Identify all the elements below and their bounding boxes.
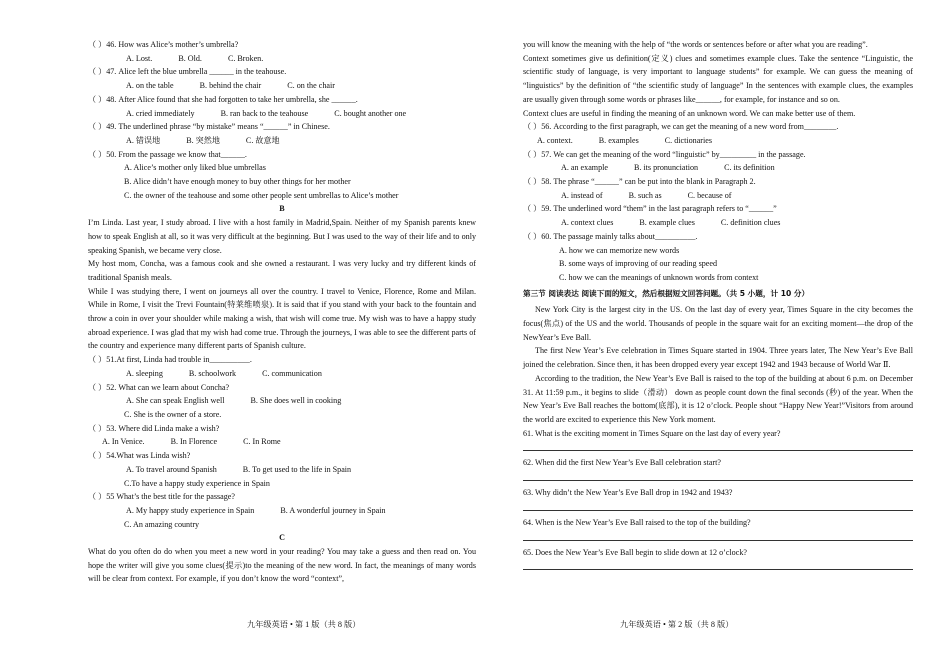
question-stem: （ ）48. After Alice found that she had forgotten to take her umbrella, she ______. [88, 94, 358, 104]
answer-option: A. She can speak English well [126, 396, 225, 406]
answer-option-line: C. the owner of the teahouse and some other people sent umbrellas to Alice’s mother [124, 190, 399, 200]
passage-paragraph: Context sometimes give us definition(定义) clues and sometimes example clues. Take the sentence “Linguistic, the scientific study of language, is very important to language students” for example. We can guess the meaning of “linguistics” by the definition of “the scientific study of language” In the sentences with example clues, the examples are usually given through some words or phrases like______, for example, for instance and so on. [523, 53, 913, 104]
answer-option: A. My happy study experience in Spain [126, 505, 255, 515]
section-letter: B [279, 204, 285, 214]
answer-option: B. Old. [178, 53, 202, 63]
passage-paragraph: My host mom, Concha, was a famous cook and she owned a restaurant. I was very lucky and try different kinds of traditional Spanish meals. [88, 259, 476, 282]
question-stem: （ ）54.What was Linda wish? [88, 451, 191, 461]
answer-option: C. because of [687, 190, 732, 200]
answer-line [523, 559, 913, 570]
answer-option: B. ran back to the teahouse [220, 108, 309, 118]
page-footer-1: 九年级英语 • 第 1 版（共 8 版） [247, 620, 361, 629]
answer-option: C. Broken. [227, 53, 264, 63]
answer-option: B. behind the chair [199, 81, 262, 91]
answer-question-text: 64. When is the New Year’s Eve Ball raised to the top of the building? [523, 517, 751, 527]
answer-option: A. To travel around Spanish [126, 464, 217, 474]
answer-options [523, 216, 913, 230]
passage-paragraph: The first New Year’s Eve celebration in Times Square started in 1904. Three years later, The New Year’s Eve Ball joined the celebration. Since then, it has been dropped every year except 1942 and 1943 because of World War Ⅱ. [523, 346, 913, 370]
answer-option: C. its definition [724, 163, 775, 173]
answer-option: B. examples [598, 135, 639, 145]
answer-question-text: 61. What is the exciting moment in Times Square on the last day of every year? [523, 428, 781, 438]
answer-options [88, 134, 476, 148]
answer-line [523, 470, 913, 481]
answer-line [523, 500, 913, 511]
answer-option: A. context. [537, 135, 573, 145]
question-stem: （ ）53. Where did Linda make a wish? [88, 423, 220, 433]
answer-option: A. sleeping [126, 368, 163, 378]
passage-paragraph: New York City is the largest city in the US. On the last day of every year, Times Square in the city becomes the focus(焦点) of the US and the world. Thousands of people in the square wait for an exciting moment—the drop of the NewYear’s Eve Ball. [523, 305, 913, 342]
answer-option: B. In Florence [170, 437, 218, 447]
question-stem: （ ）47. Alice left the blue umbrella ______ in the teahouse. [88, 67, 287, 77]
answer-option: B. A wonderful journey in Spain [280, 505, 386, 515]
question-stem: （ ）52. What can we learn about Concha? [88, 382, 230, 392]
question-stem: （ ）50. From the passage we know that______. [88, 149, 247, 159]
answer-option: C. In Rome [243, 437, 281, 447]
question-stem: （ ）57. We can get the meaning of the word “linguistic” by_________ in the passage. [523, 149, 806, 159]
answer-option-line: A. how we can memorize new words [559, 245, 680, 255]
answer-question [523, 516, 913, 541]
passage-paragraph: What do you often do do when you meet a new word in your reading? You may take a guess and then read on. You hope the writer will give you some clues(提示)to the meaning of the new word. In fact, the meanings of many words will be clear from context. For example, if you don’t know the word “context”, [88, 547, 476, 584]
passage-paragraph: While I was studying there, I went on journeys all over the country. I travel to Venice, Florence, Rome and Milan. While in Rome, I visit the Trevi Fountain(特莱维喷泉). It is said that if you stand with your back to the fountain and throw a coin in over your shoulder while making a wish, that wish will come true. My wish was to have a happy study abroad experience. I was glad that my wish had come true. Through the journeys, I was able to see the different parts of the country and experience many different parts of Spanish culture. [88, 286, 476, 351]
question-stem: （ ）59. The underlined word “them” in the last paragraph refers to “______” [523, 204, 777, 214]
answer-option-line: C. how we can the meanings of unknown words from context [559, 272, 759, 282]
answer-option: B. 突然地 [186, 135, 220, 145]
answer-line [523, 440, 913, 451]
answer-option-line: B. some ways of improving of our reading speed [559, 259, 718, 269]
right-column [523, 38, 913, 575]
question-stem: （ ）58. The phrase “______” can be put into the blank in Paragraph 2. [523, 177, 756, 187]
answer-option: A. Lost. [126, 53, 153, 63]
answer-option: B. its pronunciation [633, 163, 699, 173]
answer-options [88, 435, 476, 449]
answer-options [523, 161, 913, 175]
answer-options [523, 134, 913, 148]
question-stem: （ ）46. How was Alice’s mother’s umbrella? [88, 40, 239, 49]
question-stem: （ ）49. The underlined phrase “by mistake” means “______” in Chinese. [88, 122, 330, 132]
answer-option: B. schoolwork [188, 368, 237, 378]
answer-option: B. She does well in cooking [250, 396, 342, 406]
answer-question-text: 62. When did the first New Year’s Eve Ball celebration start? [523, 458, 721, 468]
answer-option: A. context clues [561, 218, 614, 228]
passage-paragraph: I’m Linda. Last year, I study abroad. I live with a host family in Madrid,Spain. Neither of my Spanish parents knew how to speak English at all, so it was very difficult at the beginning. But I was used to the way of their life and to only speaking Spanish, we became very close. [88, 218, 476, 255]
section-letter: C [279, 533, 285, 543]
answer-option-line: B. Alice didn’t have enough money to buy other things for her mother [124, 177, 351, 187]
answer-question [523, 456, 913, 481]
answer-option: C. bought another one [334, 108, 407, 118]
page-footer-2: 九年级英语 • 第 2 版（共 8 版） [620, 620, 734, 629]
answer-options [88, 504, 476, 518]
answer-option: B. such as [628, 190, 662, 200]
answer-question [523, 427, 913, 452]
answer-options [523, 189, 913, 203]
answer-option-line: C. An amazing country [124, 519, 200, 529]
answer-option: C. communication [262, 368, 322, 378]
answer-options [88, 52, 476, 66]
answer-question [523, 546, 913, 571]
question-stem: （ ）55 What’s the best title for the passage? [88, 492, 235, 502]
answer-option: C. on the chair [287, 81, 335, 91]
answer-option: A. instead of [561, 190, 603, 200]
section-heading: 第三节 阅读表达 阅读下面的短文，然后根据短文回答问题。（共 5 小题，计 10 分） [523, 288, 810, 298]
answer-options [88, 367, 476, 381]
answer-option: C. definition clues [720, 218, 781, 228]
answer-line [523, 530, 913, 541]
answer-option-line: A. Alice’s mother only liked blue umbrellas [124, 163, 266, 173]
answer-option: A. 错误地 [126, 135, 161, 145]
answer-option: B. To get used to the life in Spain [242, 464, 352, 474]
question-stem: （ ）51.At first, Linda had trouble in__________. [88, 355, 252, 365]
passage-paragraph: Context clues are useful in finding the meaning of an unknown word. We can make better use of them. [523, 108, 856, 118]
answer-option-line: C. She is the owner of a store. [124, 409, 222, 419]
left-column [88, 38, 476, 586]
answer-options [88, 79, 476, 93]
answer-options [88, 394, 476, 408]
answer-option: A. an example [561, 163, 608, 173]
question-stem: （ ）60. The passage mainly talks about__________. [523, 231, 698, 241]
answer-option: C. dictionaries [664, 135, 712, 145]
answer-question-text: 63. Why didn’t the New Year’s Eve Ball drop in 1942 and 1943? [523, 488, 733, 498]
answer-options [88, 107, 476, 121]
answer-question [523, 486, 913, 511]
passage-paragraph: you will know the meaning with the help of “the words or sentences before or after what you are reading”. [523, 40, 868, 49]
question-stem: （ ）56. According to the first paragraph, we can get the meaning of a new word from________. [523, 122, 839, 132]
passage-paragraph: According to the tradition, the New Year’s Eve Ball is raised to the top of the building at about 6 p.m. on December 31. At 11:59 p.m., it begins to slide（滑动） down as people count down the final seconds (秒) of the year. When the New Year’s Eve Ball reaches the bottom(底部), it is 12 o’clock. People shout “Happy New Year!”Visitors from around the world are excited to experience this New York moment. [523, 373, 913, 424]
answer-options [88, 463, 476, 477]
answer-option: A. on the table [126, 81, 174, 91]
answer-option: A. cried immediately [126, 108, 195, 118]
answer-option-line: C.To have a happy study experience in Spain [124, 478, 270, 488]
answer-option: B. example clues [639, 218, 695, 228]
answer-option: C. 故意地 [245, 135, 280, 145]
answer-question-text: 65. Does the New Year’s Eve Ball begin to slide down at 12 o’clock? [523, 547, 747, 557]
answer-option: A. In Venice. [102, 437, 145, 447]
